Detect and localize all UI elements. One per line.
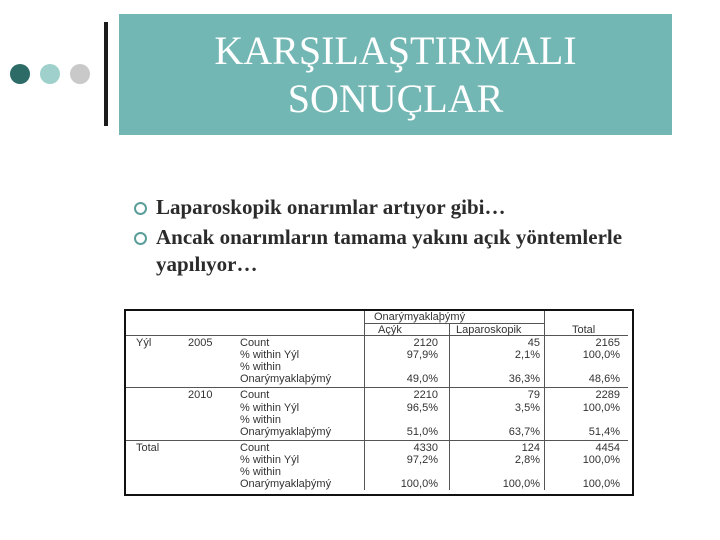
value-cell: 2165 bbox=[595, 337, 620, 349]
value-cell: 45 bbox=[527, 337, 540, 349]
value-cell: 49,0% bbox=[406, 373, 438, 385]
stat-label: % within Yýl bbox=[240, 454, 300, 466]
value-cell: 51,0% bbox=[406, 426, 438, 438]
grid-line bbox=[364, 311, 365, 490]
slide-title bbox=[119, 14, 672, 135]
stat-label: Count bbox=[240, 337, 270, 349]
stat-label: % within Yýl bbox=[240, 349, 300, 361]
value-cell: 100,0% bbox=[582, 349, 620, 361]
value-cell: 97,9% bbox=[406, 349, 438, 361]
value-cell: 36,3% bbox=[508, 373, 540, 385]
stat-label: % within Yýl bbox=[240, 402, 300, 414]
grid-line bbox=[544, 311, 545, 490]
value-cell: 2210 bbox=[413, 389, 438, 401]
stat-label: Onarýmyaklaþýmý bbox=[240, 373, 332, 385]
bullet-item bbox=[134, 194, 704, 221]
decorative-dots bbox=[10, 64, 100, 86]
row-var-label: Yýl bbox=[136, 337, 152, 349]
bullet-text: Laparoskopik onarımlar artıyor gibi… bbox=[156, 195, 506, 219]
stat-label: Onarýmyaklaþýmý bbox=[240, 426, 332, 438]
value-cell: 2,1% bbox=[514, 349, 540, 361]
header-group: Onarýmyaklaþýmý bbox=[374, 311, 466, 323]
value-cell: 51,4% bbox=[588, 426, 620, 438]
value-cell: 100,0% bbox=[582, 402, 620, 414]
bullet-item bbox=[134, 224, 704, 278]
total-row-label: Total bbox=[136, 442, 160, 454]
stat-label: Count bbox=[240, 442, 270, 454]
crosstab-table bbox=[124, 309, 634, 496]
header-col-laparoscopic: Laparoskopik bbox=[456, 324, 522, 336]
bullet-list bbox=[134, 194, 704, 281]
title-divider bbox=[104, 22, 108, 126]
circle-bullet-icon bbox=[134, 232, 147, 245]
value-cell: 100,0% bbox=[400, 478, 438, 490]
grid-line bbox=[126, 387, 628, 388]
value-cell: 4454 bbox=[595, 442, 620, 454]
value-cell: 48,6% bbox=[588, 373, 620, 385]
value-cell: 2,8% bbox=[514, 454, 540, 466]
value-cell: 124 bbox=[521, 442, 540, 454]
value-cell: 97,2% bbox=[406, 454, 438, 466]
value-cell: 100,0% bbox=[582, 454, 620, 466]
circle-bullet-icon bbox=[134, 202, 147, 215]
value-cell: 2289 bbox=[595, 389, 620, 401]
header-col-open: Açýk bbox=[378, 324, 402, 336]
stat-label: % within bbox=[240, 361, 281, 373]
title-line-2: SONUÇLAR bbox=[287, 75, 504, 121]
grid-line bbox=[449, 323, 450, 490]
value-cell: 63,7% bbox=[508, 426, 540, 438]
value-cell: 2120 bbox=[413, 337, 438, 349]
year-2010-label: 2010 bbox=[188, 389, 213, 401]
grid-line bbox=[126, 440, 628, 441]
stat-label: Count bbox=[240, 389, 270, 401]
bullet-text: Ancak onarımların tamama yakını açık yöntemlerle yapılıyor… bbox=[156, 225, 623, 276]
title-line-1: KARŞILAŞTIRMALI bbox=[214, 27, 577, 73]
value-cell: 100,0% bbox=[582, 478, 620, 490]
dot-light bbox=[40, 64, 60, 84]
dot-grey bbox=[70, 64, 90, 84]
year-2005-label: 2005 bbox=[188, 337, 213, 349]
value-cell: 100,0% bbox=[502, 478, 540, 490]
stat-label: % within bbox=[240, 414, 281, 426]
value-cell: 79 bbox=[527, 389, 540, 401]
value-cell: 96,5% bbox=[406, 402, 438, 414]
header-col-total: Total bbox=[572, 324, 596, 336]
stat-label: Onarýmyaklaþýmý bbox=[240, 478, 332, 490]
grid-line bbox=[126, 335, 628, 336]
value-cell: 4330 bbox=[413, 442, 438, 454]
dot-dark bbox=[10, 64, 30, 84]
value-cell: 3,5% bbox=[514, 402, 540, 414]
stat-label: % within bbox=[240, 466, 281, 478]
